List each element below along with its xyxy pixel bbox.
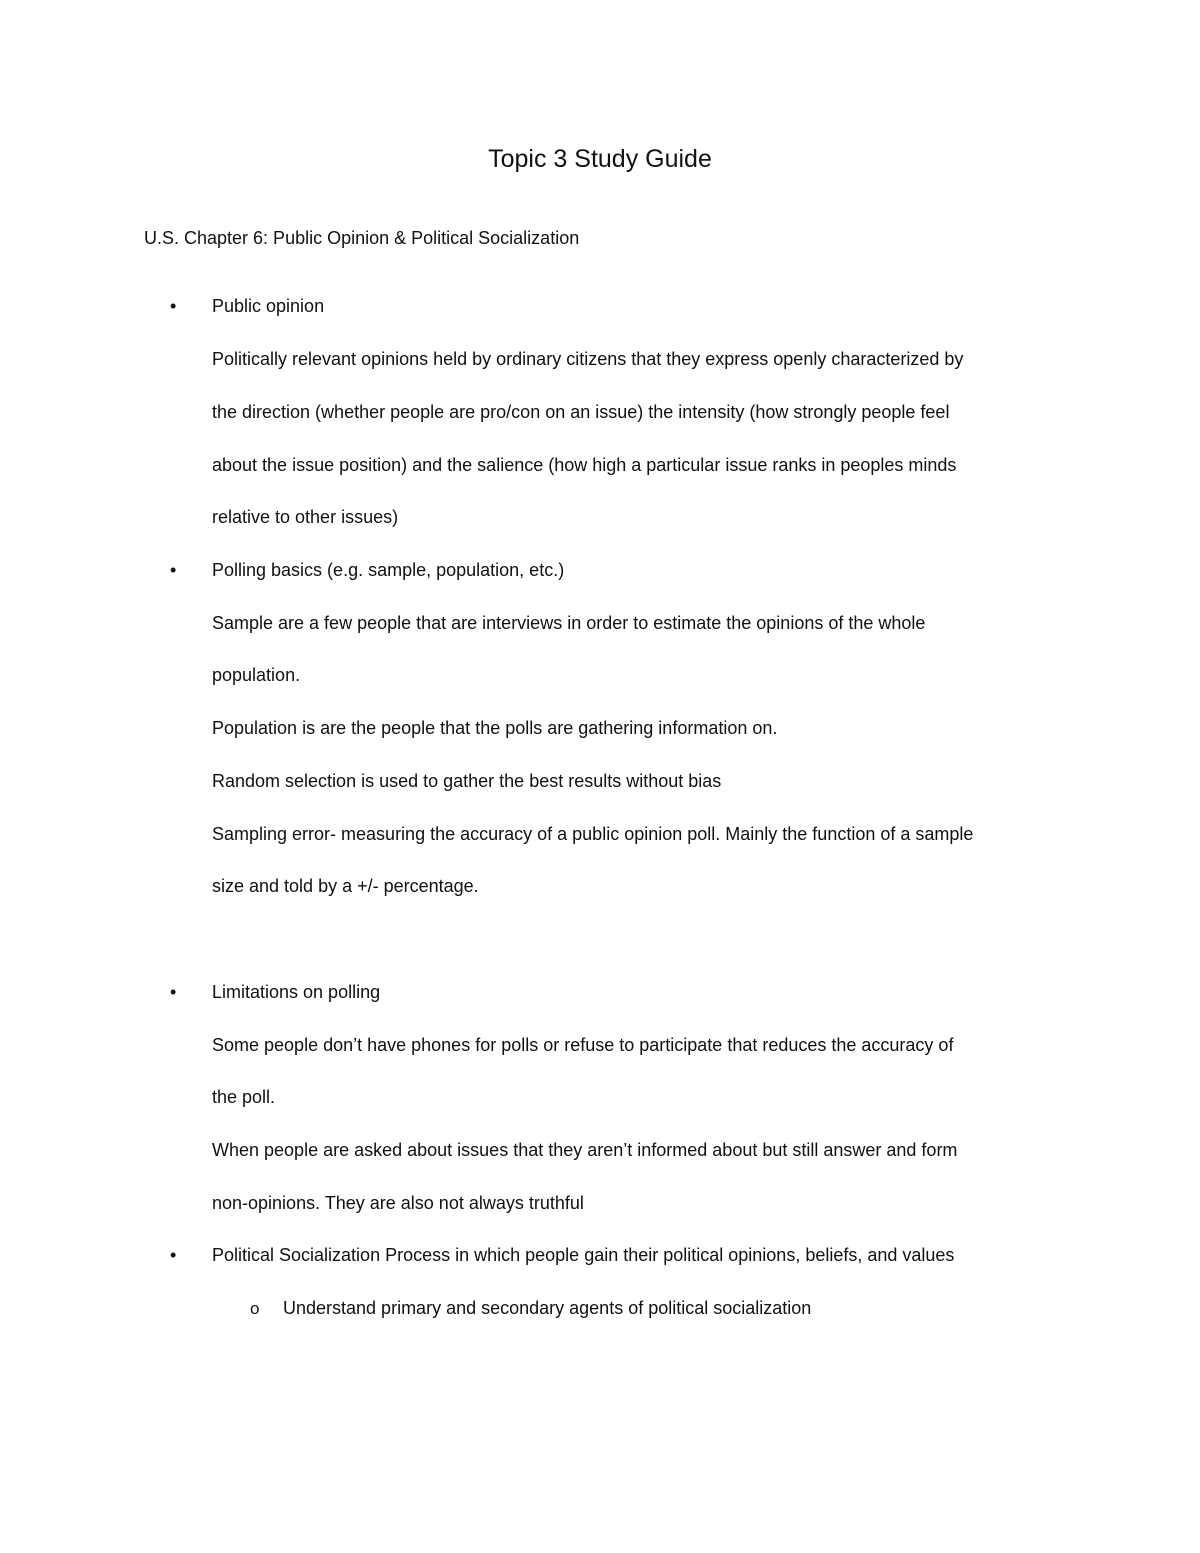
section-text-line: Sample are a few people that are interviews in order to estimate the opinions of the whole [212,613,926,633]
section-text-line: relative to other issues) [212,507,399,527]
section-label-public-opinion: Public opinion [212,296,325,316]
section-text-line: Population is are the people that the polls are gathering information on. [212,718,778,738]
bullet-icon: • [170,560,177,580]
section-text-line: When people are asked about issues that they aren’t informed about but still answer and form [212,1140,958,1160]
chapter-heading: U.S. Chapter 6: Public Opinion & Political Socialization [144,228,580,248]
section-text-line: about the issue position) and the salience (how high a particular issue ranks in peoples minds [212,455,957,475]
section-text-line: the direction (whether people are pro/con on an issue) the intensity (how strongly people feel [212,402,950,422]
sub-item-text: Understand primary and secondary agents of political socialization [283,1298,812,1318]
section-text-line: size and told by a +/- percentage. [212,876,479,896]
bullet-icon: • [170,296,177,316]
bullet-icon: • [170,982,177,1002]
sub-bullet-icon: o [250,1299,260,1318]
section-text-line: Some people don’t have phones for polls or refuse to participate that reduces the accuracy of [212,1035,954,1055]
section-text-line: Politically relevant opinions held by ordinary citizens that they express openly characterized by [212,349,964,369]
page-title: Topic 3 Study Guide [488,145,712,173]
section-label-political-socialization: Political Socialization Process in which people gain their political opinions, beliefs, and values [212,1245,955,1265]
section-text-line: the poll. [212,1087,276,1107]
section-text-line: Sampling error- measuring the accuracy of a public opinion poll. Mainly the function of a sample [212,824,974,844]
section-text-line: population. [212,665,301,685]
bullet-icon: • [170,1245,177,1265]
section-text-line: non-opinions. They are also not always truthful [212,1193,584,1213]
section-label-polling-basics: Polling basics (e.g. sample, population, etc.) [212,560,565,580]
section-text-line: Random selection is used to gather the best results without bias [212,771,722,791]
section-label-limitations: Limitations on polling [212,982,381,1002]
